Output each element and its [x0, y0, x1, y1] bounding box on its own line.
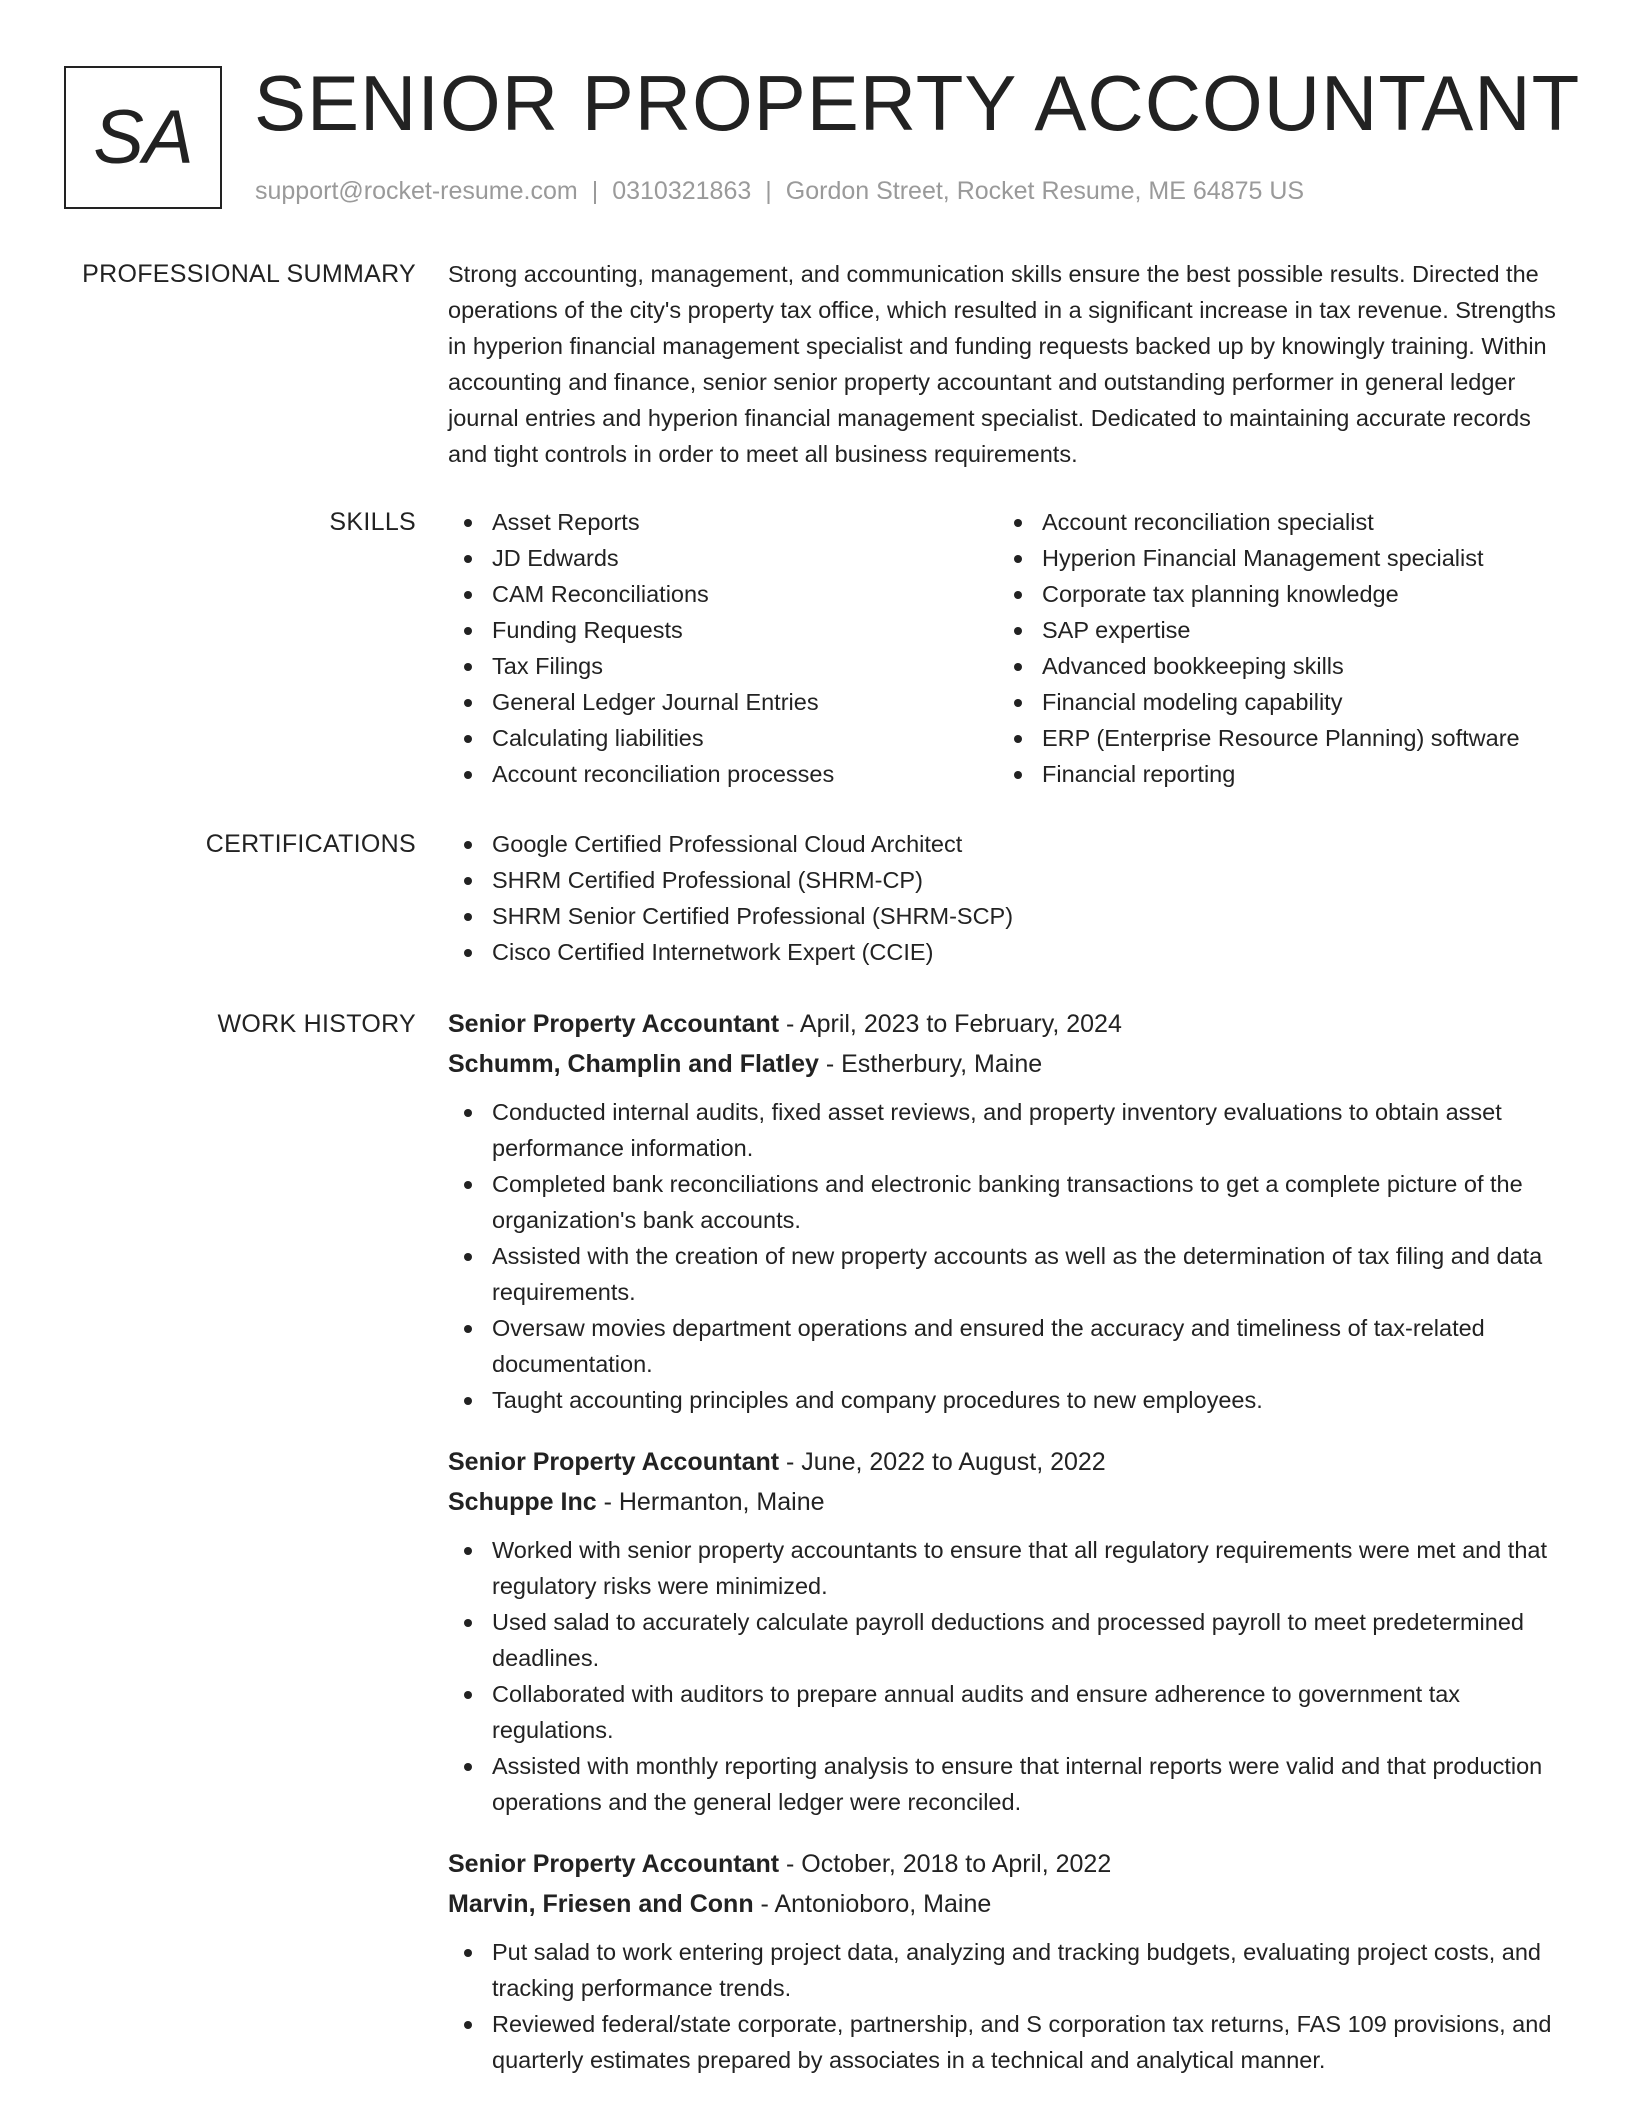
skill-item: ERP (Enterprise Resource Planning) software — [998, 720, 1548, 756]
job-bullet: Collaborated with auditors to prepare annual audits and ensure adherence to government tax regulations. — [448, 1676, 1568, 1748]
resume-title: SENIOR PROPERTY ACCOUNTANT — [254, 59, 1581, 147]
job-bullet: Taught accounting principles and company procedures to new employees. — [448, 1382, 1568, 1418]
job-role: Senior Property Accountant — [448, 1448, 780, 1476]
skill-item: Calculating liabilities — [448, 720, 998, 756]
job-company: Schuppe Inc — [448, 1488, 597, 1516]
job-dates: - June, 2022 to August, 2022 — [779, 1448, 1106, 1476]
job-location: - Hermanton, Maine — [596, 1488, 825, 1516]
job-bullet: Assisted with the creation of new property accounts as well as the determination of tax filing and data requirements. — [448, 1238, 1568, 1310]
section-title-work-history: WORK HISTORY — [217, 1010, 416, 1038]
job-entry — [448, 1844, 1568, 2078]
certifications-list — [448, 826, 1568, 970]
job-company-line — [448, 1482, 1568, 1522]
job-company-line — [448, 1044, 1568, 1084]
skill-item: Account reconciliation processes — [448, 756, 998, 792]
job-role-line — [448, 1004, 1568, 1044]
monogram-initials: SA — [93, 95, 193, 180]
job-bullet: Completed bank reconciliations and electronic banking transactions to get a complete picture of the organization's bank accounts. — [448, 1166, 1568, 1238]
skills-list-right — [998, 504, 1548, 792]
job-dates: - April, 2023 to February, 2024 — [779, 1010, 1122, 1038]
skills-columns — [448, 504, 1568, 792]
skill-item: Asset Reports — [448, 504, 998, 540]
job-role: Senior Property Accountant — [448, 1850, 780, 1878]
certification-item: SHRM Senior Certified Professional (SHRM-SCP) — [448, 898, 1568, 934]
job-location: - Antonioboro, Maine — [753, 1890, 992, 1918]
skill-item: Financial modeling capability — [998, 684, 1548, 720]
skill-item: Funding Requests — [448, 612, 998, 648]
section-title-skills: SKILLS — [329, 508, 416, 536]
job-bullet: Put salad to work entering project data, analyzing and tracking budgets, evaluating project costs, and tracking performance trends. — [448, 1934, 1568, 2006]
job-entry — [448, 1004, 1568, 1418]
job-bullet: Reviewed federal/state corporate, partnership, and S corporation tax returns, FAS 109 provisions, and quarterly estimates prepared by associates in a technical and analytical manner. — [448, 2006, 1568, 2078]
job-role: Senior Property Accountant — [448, 1010, 780, 1038]
skill-item: General Ledger Journal Entries — [448, 684, 998, 720]
job-bullets — [448, 1094, 1568, 1418]
job-role-line — [448, 1844, 1568, 1884]
skill-item: Financial reporting — [998, 756, 1548, 792]
skill-item: JD Edwards — [448, 540, 998, 576]
job-bullet: Conducted internal audits, fixed asset reviews, and property inventory evaluations to obtain asset performance information. — [448, 1094, 1568, 1166]
skill-item: Account reconciliation specialist — [998, 504, 1548, 540]
job-entry — [448, 1442, 1568, 1820]
job-bullet: Used salad to accurately calculate payroll deductions and processed payroll to meet predetermined deadlines. — [448, 1604, 1568, 1676]
job-role-line — [448, 1442, 1568, 1482]
job-company: Schumm, Champlin and Flatley — [448, 1050, 819, 1078]
job-bullet: Oversaw movies department operations and ensured the accuracy and timeliness of tax-related documentation. — [448, 1310, 1568, 1382]
skill-item: SAP expertise — [998, 612, 1548, 648]
job-bullet: Assisted with monthly reporting analysis to ensure that internal reports were valid and that production operations and the general ledger were reconciled. — [448, 1748, 1568, 1820]
contact-separator: | — [591, 177, 599, 205]
section-title-summary: PROFESSIONAL SUMMARY — [82, 260, 416, 288]
skill-item: Advanced bookkeeping skills — [998, 648, 1548, 684]
certification-item: Google Certified Professional Cloud Architect — [448, 826, 1568, 862]
contact-email[interactable]: support@rocket-resume.com — [255, 177, 578, 205]
job-location: - Estherbury, Maine — [818, 1050, 1043, 1078]
certification-item: Cisco Certified Internetwork Expert (CCIE) — [448, 934, 1568, 970]
section-title-certifications: CERTIFICATIONS — [205, 830, 416, 858]
monogram-box — [64, 66, 222, 209]
job-bullets — [448, 1532, 1568, 1820]
certification-item: SHRM Certified Professional (SHRM-CP) — [448, 862, 1568, 898]
summary-text: Strong accounting, management, and communication skills ensure the best possible results. Directed the operations of the city's property tax office, which resulted in a significant increase in tax revenue. Strengths in hyperion financial management specialist and funding requests backed up by knowingly training. Within accounting and finance, senior senior property accountant and outstanding performer in general ledger journal entries and hyperion financial management specialist. Dedicated to maintaining accurate records and tight controls in order to meet all business requirements. — [448, 261, 1556, 467]
job-bullets — [448, 1934, 1568, 2078]
work-history-list — [448, 1004, 1568, 2102]
skills-list-left — [448, 504, 998, 792]
job-bullet: Worked with senior property accountants to ensure that all regulatory requirements were met and that regulatory risks were minimized. — [448, 1532, 1568, 1604]
contact-line — [255, 175, 1304, 207]
job-company-line — [448, 1884, 1568, 1924]
contact-address: Gordon Street, Rocket Resume, ME 64875 US — [785, 177, 1305, 205]
skill-item: Corporate tax planning knowledge — [998, 576, 1548, 612]
skill-item: Tax Filings — [448, 648, 998, 684]
contact-separator: | — [765, 177, 772, 205]
skill-item: Hyperion Financial Management specialist — [998, 540, 1548, 576]
skill-item: CAM Reconciliations — [448, 576, 998, 612]
job-dates: - October, 2018 to April, 2022 — [779, 1850, 1112, 1878]
job-company: Marvin, Friesen and Conn — [448, 1890, 754, 1918]
contact-phone[interactable]: 0310321863 — [612, 177, 752, 205]
